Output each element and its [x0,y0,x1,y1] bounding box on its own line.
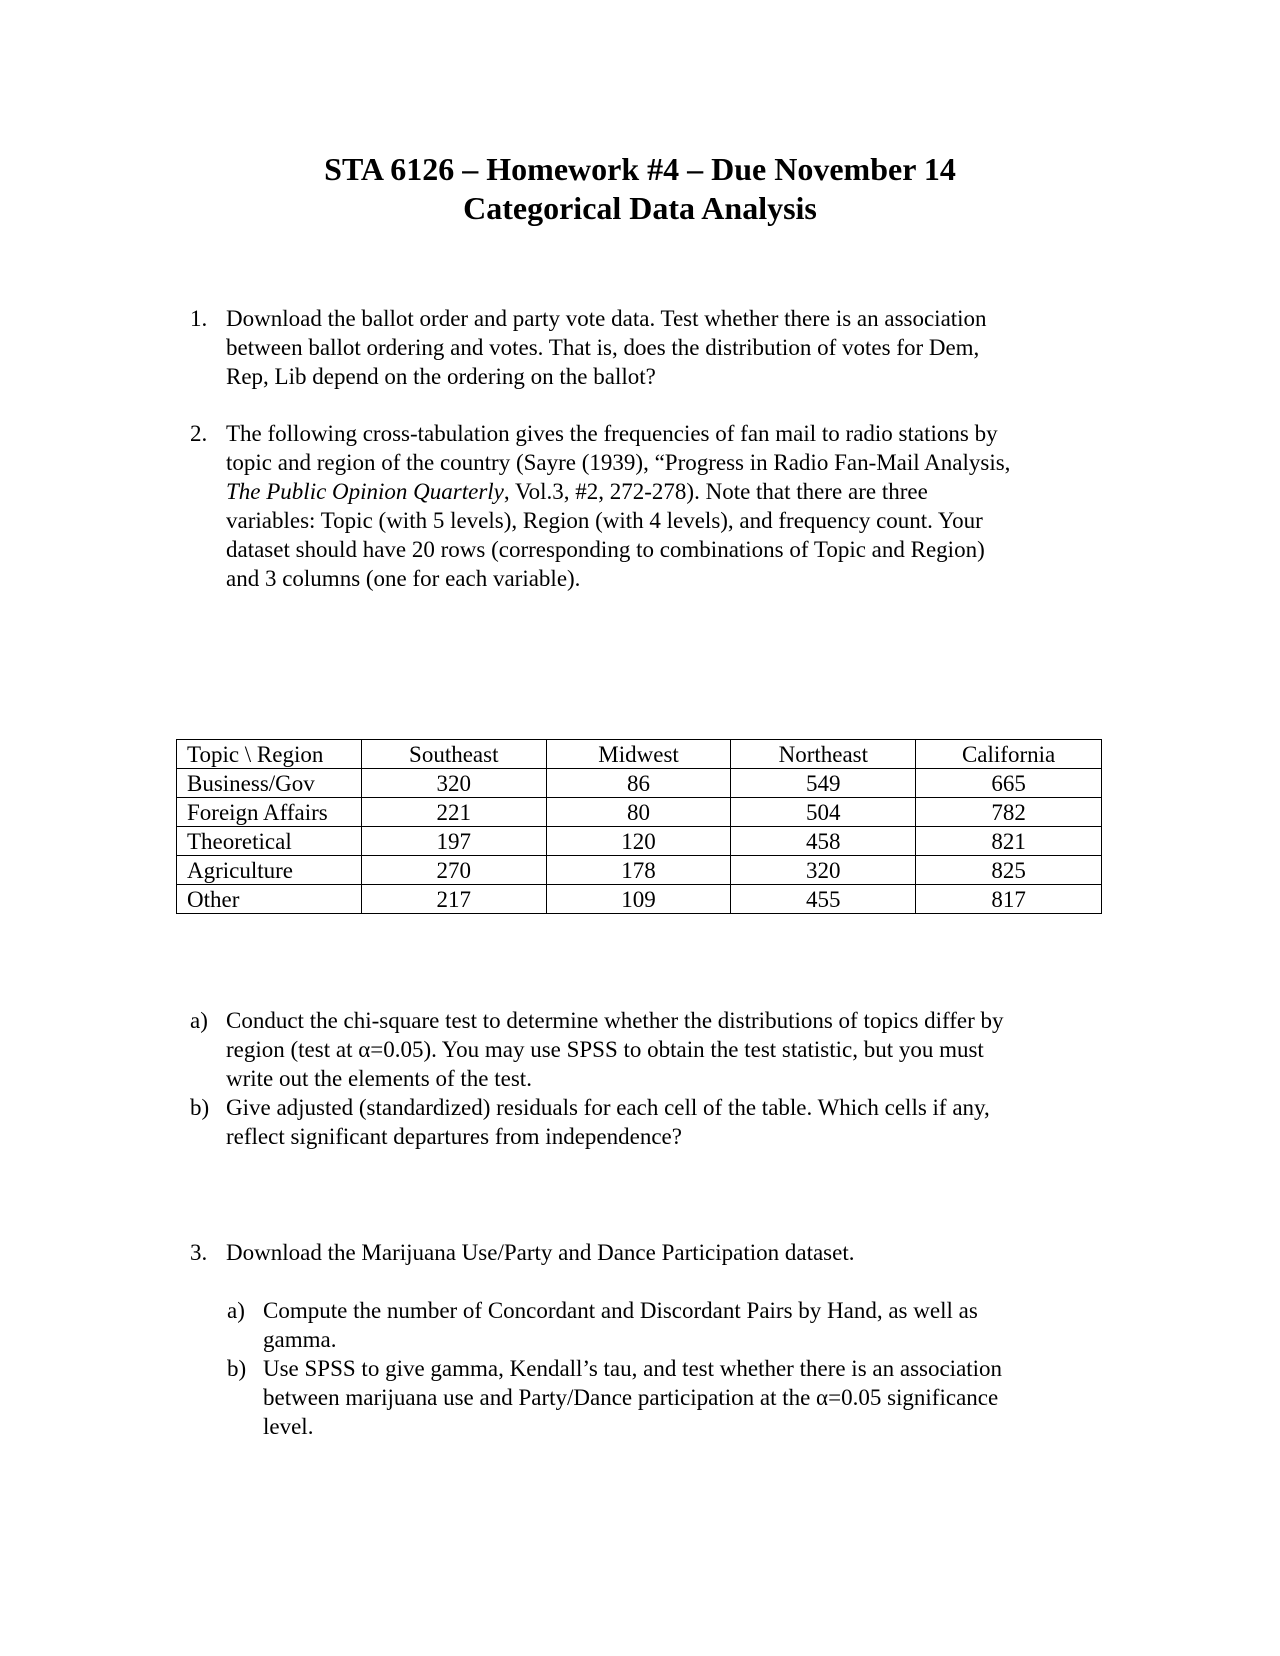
table-cell: 817 [916,885,1102,914]
question-2-line-3-rest: , Vol.3, #2, 272-278). Note that there are three [503,479,928,504]
question-2a-line-2: region (test at α=0.05). You may use SPSS to obtain the test statistic, but you must [226,1037,984,1062]
table-cell: 80 [546,798,731,827]
question-1-line-2: between ballot ordering and votes. That is, does the distribution of votes for Dem, [226,335,980,360]
table-row-label: Agriculture [177,856,362,885]
table-row-label: Foreign Affairs [177,798,362,827]
question-2a-line-1: Conduct the chi-square test to determine whether the distributions of topics differ by [226,1008,1004,1033]
question-1-number: 1. [190,306,208,331]
fan-mail-crosstab-table [176,739,1102,914]
question-2-number: 2. [190,421,208,446]
question-2a-line-3: write out the elements of the test. [226,1066,532,1091]
question-2-line-2: topic and region of the country (Sayre (1939), “Progress in Radio Fan-Mail Analysis, [226,450,1011,475]
table-cell: 549 [731,769,916,798]
table-header-cell: Northeast [731,740,916,769]
table-header-cell: California [916,740,1102,769]
table-header-row [177,740,1102,769]
question-2b-line-2: reflect significant departures from independence? [226,1124,682,1149]
table-cell: 825 [916,856,1102,885]
question-3-line-1: Download the Marijuana Use/Party and Dance Participation dataset. [226,1240,855,1265]
table-cell: 221 [361,798,546,827]
question-2b [190,1093,1090,1153]
journal-title: The Public Opinion Quarterly [226,479,504,504]
question-1-line-1: Download the ballot order and party vote data. Test whether there is an association [226,306,987,331]
question-2 [190,419,1090,599]
table-row [177,885,1102,914]
question-2-line-5: dataset should have 20 rows (corresponding to combinations of Topic and Region) [226,537,985,562]
question-3b-line-1: Use SPSS to give gamma, Kendall’s tau, and test whether there is an association [263,1356,1003,1381]
table-row-label: Other [177,885,362,914]
question-1 [190,304,1090,394]
question-3a-line-2: gamma. [263,1327,337,1352]
question-3 [190,1238,1090,1268]
table-cell: 782 [916,798,1102,827]
question-3-number: 3. [190,1240,208,1265]
table-cell: 217 [361,885,546,914]
table-cell: 197 [361,827,546,856]
table-cell: 504 [731,798,916,827]
table-row [177,798,1102,827]
question-3b [227,1354,1087,1444]
question-2-line-3 [226,477,1010,506]
table-row [177,769,1102,798]
table-row [177,856,1102,885]
question-3b-line-3: level. [263,1414,314,1439]
question-2b-line-1: Give adjusted (standardized) residuals for each cell of the table. Which cells if any, [226,1095,990,1120]
table-cell: 120 [546,827,731,856]
table-cell: 270 [361,856,546,885]
table-cell: 86 [546,769,731,798]
table-cell: 178 [546,856,731,885]
table-cell: 109 [546,885,731,914]
table-cell: 320 [731,856,916,885]
table-cell: 455 [731,885,916,914]
title-line-1: STA 6126 – Homework #4 – Due November 14 [324,151,956,187]
title-line-2: Categorical Data Analysis [463,190,817,226]
question-3b-label: b) [227,1356,247,1381]
question-3a-label: a) [227,1298,245,1323]
table-cell: 458 [731,827,916,856]
question-2b-label: b) [190,1095,210,1120]
question-3a [227,1296,1087,1356]
question-2-line-1: The following cross-tabulation gives the frequencies of fan mail to radio stations by [226,421,998,446]
table-header-cell: Midwest [546,740,731,769]
table-cell: 821 [916,827,1102,856]
table-header-cell: Southeast [361,740,546,769]
question-1-line-3: Rep, Lib depend on the ordering on the ballot? [226,364,656,389]
question-2a-label: a) [190,1008,208,1033]
table-cell: 665 [916,769,1102,798]
question-2-line-6: and 3 columns (one for each variable). [226,566,581,591]
question-3b-line-2: between marijuana use and Party/Dance participation at the α=0.05 significance [263,1385,999,1410]
table-cell: 320 [361,769,546,798]
question-3a-line-1: Compute the number of Concordant and Discordant Pairs by Hand, as well as [263,1298,978,1323]
question-2-line-4: variables: Topic (with 5 levels), Region (with 4 levels), and frequency count. Your [226,508,983,533]
question-2a [190,1006,1090,1096]
table-header-cell: Topic \ Region [177,740,362,769]
table-row-label: Business/Gov [177,769,362,798]
table-row [177,827,1102,856]
table-row-label: Theoretical [177,827,362,856]
